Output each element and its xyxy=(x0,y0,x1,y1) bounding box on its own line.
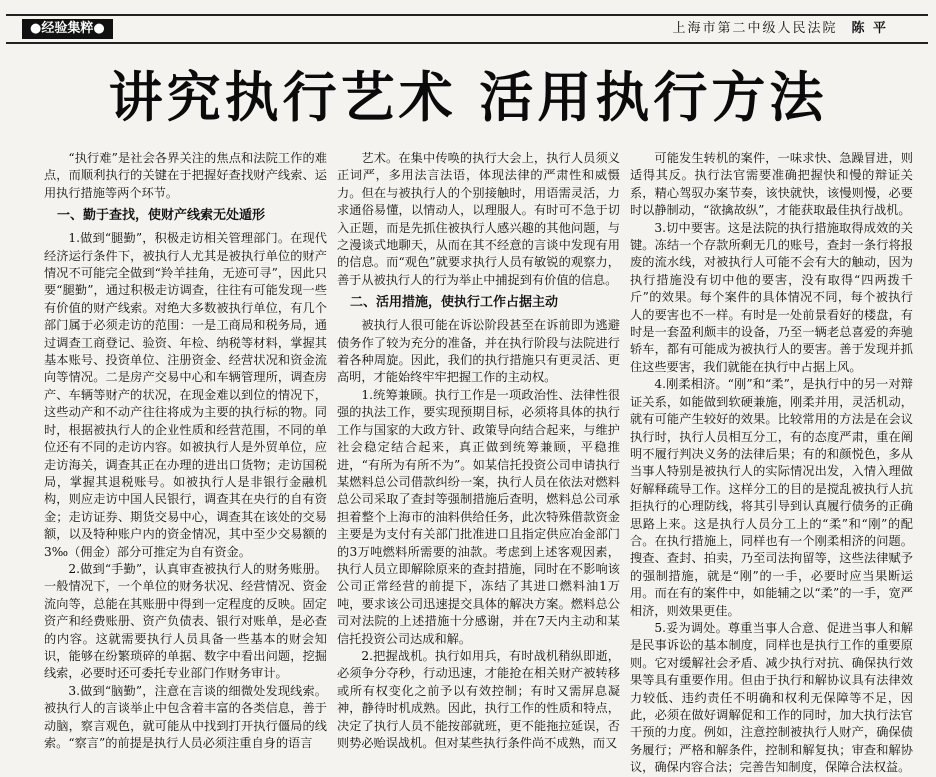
author-name: 陈 平 xyxy=(851,21,888,36)
section-heading-2: 二、活用措施，使执行工作占据主动 xyxy=(350,295,559,311)
intro-paragraph: “执行难”是社会各界关注的焦点和法院工作的难点，而顺利执行的关键在于把握好查找财产线索、运用执行措施等两个环节。 xyxy=(44,151,327,200)
column-tag: ●经验集粹● xyxy=(22,19,113,39)
paragraph: 艺术。在集中传唤的执行大会上，执行人员须义正词严，多用法言法语，体现法律的严肃性和威慑力。但在与被执行人的个别接触时，用语需灵活，力求通俗易懂，以情动人，以理服人。有时可不急于切入正题，而是先抓住被执行人感兴趣的其他问题，与之漫谈式地聊天，从而在其不经意的言谈中发现有用的信息。而“观色”就要求执行人员有敏锐的观察力，善于从被执行人的行为举止中捕捉到有价值的信息。 xyxy=(337,151,620,287)
paragraph: 5.妥为调处。尊重当事人合意、促进当事人和解是民事诉讼的基本制度，同样也是执行工作的重要原则。它对缓解社会矛盾、减少执行对抗、确保执行效果等具有重要作用。但由于执行和解协议具有法律效力较低、违约责任不明确和权利无保障等不足，因此，必须在做好调解促和工作的同时，加大执行法官干预的力度。例如，注意控制被执行人财产，确保债务履行；严格和解条件，控制和解复执；审查和解协议，确保内容合法；完善告知制度，保障合法权益。 xyxy=(630,620,913,775)
column-1 xyxy=(44,150,327,777)
court-name: 上海市第二中级人民法院 xyxy=(672,21,838,36)
header-bar xyxy=(6,14,928,44)
paragraph: 3.切中要害。这是法院的执行措施取得成效的关键。冻结一个存款所剩无几的账号，查封一条行将报废的流水线，对被执行人可能不会有大的触动，因为执行措施没有切中他的要害，没有取得“四两拨千斤”的效果。每个案件的具体情况不同，每个被执行人的要害也不一样。有时是一处前景看好的楼盘，有时是一套盈利颇丰的设备，乃至一辆老总喜爱的奔驰轿车，都有可能成为被执行人的要害。善于发现并抓住这些要害，我们就能在执行中占据上风。 xyxy=(630,220,913,374)
paragraph: 可能发生转机的案件，一味求快、急躁冒进，则适得其反。执行法官需要准确把握快和慢的辩证关系，精心驾驭办案节奏，该快就快，该慢则慢，必要时以静制动，“欲擒故纵”，才能获取最佳执行战机。 xyxy=(630,151,913,218)
paragraph: 1.统筹兼顾。执行工作是一项政治性、法律性很强的执法工作，要实现预期目标，必须将具体的执行工作与国家的大政方针、政策导向结合起来，与维护社会稳定结合起来，真正做到统筹兼顾，平稳推进，“有所为有所不为”。如某信托投资公司申请执行某燃料总公司借款纠纷一案，执行人员在依法对燃料总公司采取了查封等强制措施后查明，燃料总公司承担着整个上海市的油料供给任务，此次特殊借款资金主要是为支付有关部门批准进口且指定供应冶金部门的3万吨燃料所需要的油款。考虑到上述客观因素，执行人员立即解除原来的查封措施，同时在不影响该公司正常经营的前提下，冻结了其进口燃料油1万吨，要求该公司迅速提交具体的解决方案。燃料总公司对法院的上述措施十分感谢，并在7天内主动和某信托投资公司达成和解。 xyxy=(337,387,620,646)
paragraph: 被执行人很可能在诉讼阶段甚至在诉前即为逃避债务作了较为充分的准备，并在执行阶段与法院进行着各种周旋。因此，我们的执行措施只有更灵活、更高明，才能始终牢牢把握工作的主动权。 xyxy=(337,318,620,385)
article-body xyxy=(44,150,913,775)
paragraph: 3.做到“脑勤”，注意在言谈的细微处发现线索。被执行人的言谈举止中包含着丰富的各类信息，善于动脑，察言观色，就可能从中找到打开执行僵局的线索。“察言”的前提是执行人员必须注重自身的语言 xyxy=(44,683,327,750)
paragraph: 2.做到“手勤”，认真审查被执行人的财务账册。一般情况下，一个单位的财务状况、经营情况、资金流向等，总能在其账册中得到一定程度的反映。固定资产和经费账册、资产负债表、银行对账单，是必查的内容。这就需要执行人员具备一些基本的财会知识，能够在纷繁琐碎的单据、数字中看出问题，挖掘线索，必要时还可委托专业部门作财务审计。 xyxy=(44,561,327,681)
paragraph: 1.做到“腿勤”，积极走访相关管理部门。在现代经济运行条件下，被执行人尤其是被执行单位的财产情况不可能完全做到“羚羊挂角，无迹可寻”，因此只要“腿勤”，通过积极走访调查，往往有可能发现一些有价值的财产线索。对绝大多数被执行单位，有几个部门属于必须走访的范围：一是工商局和税务局，通过调查工商登记、验资、年检、纳税等材料，掌握其基本账号、投资单位、注册资金、经营状况和资金流向等情况。二是房产交易中心和车辆管理所，调查房产、车辆等财产的状况，在现金难以到位的情况下，这些动产和不动产往往将成为主要的执行标的物。同时，根据被执行人的企业性质和经营范围，不同的单位还有不同的走访内容。如被执行人是外贸单位，应走访海关，调查其正在办理的进出口货物；走访国税局，掌握其退税账号。如被执行人是非银行金融机构，则应走访中国人民银行，调查其在央行的自有资金；走访证券、期货交易中心，调查其在该处的交易额，以及特种账户内的资金情况，其中至少交易额的 3‰（佣金）部分可推定为自有资金。 xyxy=(44,231,327,559)
article-title: 讲究执行艺术 活用执行方法 xyxy=(108,66,828,129)
column-2 xyxy=(337,150,620,777)
paragraph: 4.刚柔相济。“刚”和“柔”，是执行中的另一对辩证关系，如能做到软硬兼施，刚柔并用，灵活机动，就有可能产生较好的效果。比较常用的方法是在会议执行时，执行人员相互分工，有的态度严肃，重在阐明不履行判决义务的法律后果；有的和颜悦色，多从当事人特别是被执行人的实际情况出发，入情入理做好解释疏导工作。这样分工的目的是搅乱被执行人抗拒执行的心理防线，将其引导到认真履行债务的正确思路上来。这是执行人员分工上的“柔”和“刚”的配合。在执行措施上，同样也有一个刚柔相济的问题。搜查、查封、拍卖，乃至司法拘留等，这些法律赋予的强制措施，就是“刚”的一手，必要时应当果断运用。而在有的案件中，如能辅之以“柔”的一手，宽严相济，则效果更佳。 xyxy=(630,377,913,618)
section-heading-1: 一、勤于查找，使财产线索无处遁形 xyxy=(57,208,266,224)
byline xyxy=(672,20,888,38)
column-3 xyxy=(630,150,913,777)
paragraph: 2.把握战机。执行如用兵，有时战机稍纵即逝，必须争分夺秒，行动迅速，才能抢在相关财产被转移或所有权变化之前予以有效控制；有时又需屏息凝神，静待时机成熟。因此，执行工作的性质和特点，决定了执行人员不能按部就班，更不能拖拉延误，否则势必贻误战机。但对某些执行条件尚不成熟，而又 xyxy=(337,648,620,750)
